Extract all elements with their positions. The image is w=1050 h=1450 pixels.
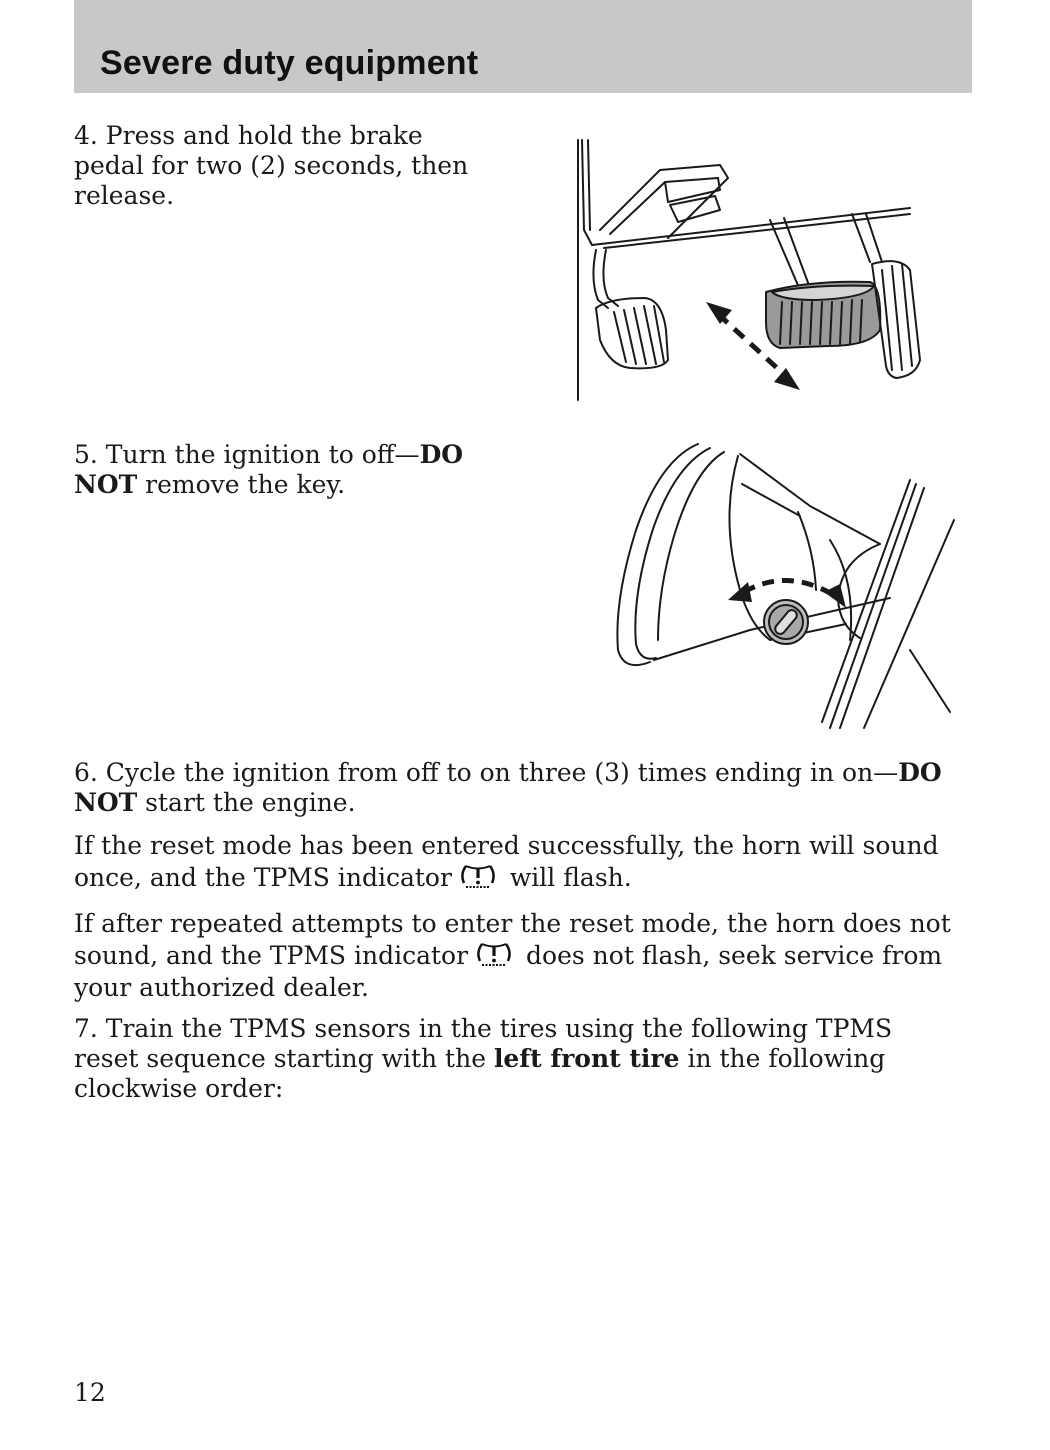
step-5-pre: 5. Turn the ignition to off— (74, 440, 420, 469)
reset-success-post: will flash. (509, 863, 632, 892)
step-6-pre: 6. Cycle the ignition from off to on three (3) times ending in on— (74, 758, 899, 787)
ignition-illustration (610, 440, 960, 730)
step-5-post: remove the key. (137, 470, 346, 499)
step-7-pre: 7. Train the TPMS sensors in the tires using the following TPMS reset sequence starting with the (74, 1014, 893, 1073)
step-5-text (74, 440, 494, 500)
step-6-post: start the engine. (137, 788, 356, 817)
section-title: Severe duty equipment (100, 44, 479, 82)
reset-success-text (74, 830, 954, 894)
tpms-warning-icon (474, 941, 514, 967)
step-6-text (74, 758, 954, 818)
reset-failure-pre: If after repeated attempts to enter the reset mode, the horn does not sound, and the TPMS indicator (74, 909, 951, 970)
step-7-emphasis: left front tire (493, 1044, 680, 1073)
step-7-post: in the following clockwise order: (74, 1044, 886, 1103)
brake-pedal-illustration (570, 130, 930, 405)
page-number: 12 (74, 1378, 106, 1407)
step-5-emphasis: DO NOT (74, 440, 464, 499)
reset-failure-post: does not flash, seek service from your authorized dealer. (74, 941, 943, 1002)
tpms-warning-icon (458, 863, 498, 889)
step-4-text: 4. Press and hold the brake pedal for two (2) seconds, then release. (74, 121, 469, 210)
reset-success-pre: If the reset mode has been entered successfully, the horn will sound once, and the TPMS indicator (74, 831, 939, 892)
step-7-text (74, 1014, 954, 1104)
reset-failure-text (74, 908, 954, 1004)
step-6-emphasis: DO NOT (74, 758, 942, 817)
